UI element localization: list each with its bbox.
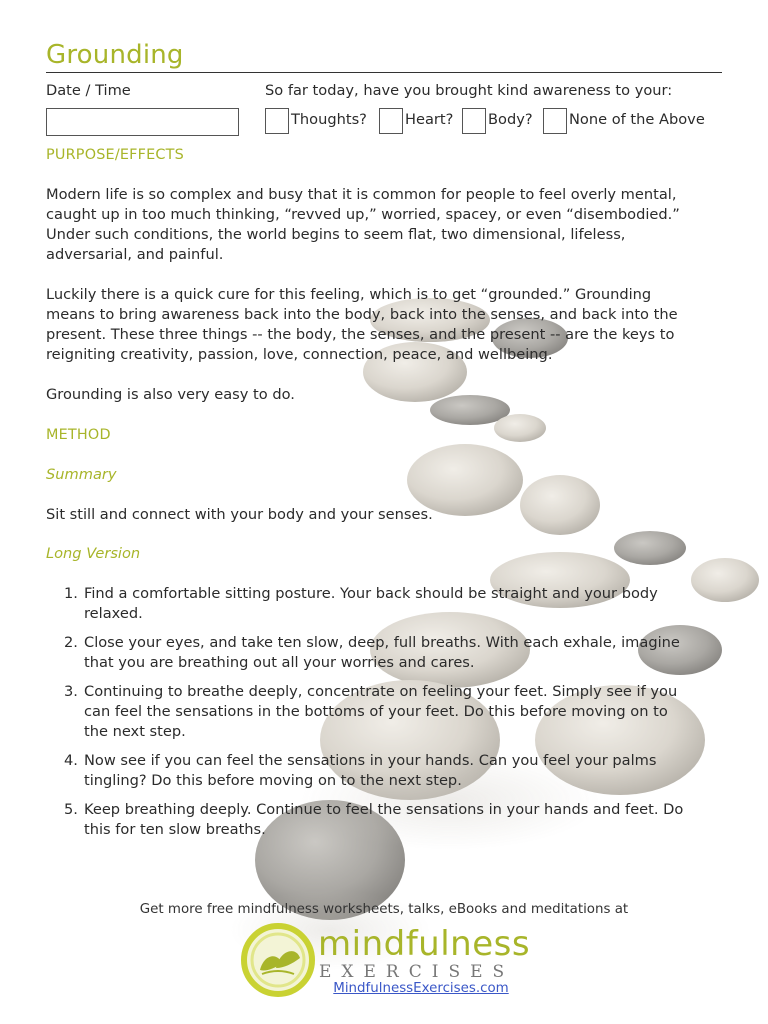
step-line: can feel the sensations in the bottoms of your feet. Do this before moving on to <box>84 703 668 720</box>
paragraph-line: reigniting creativity, passion, love, connection, peace, and wellbeing. <box>46 346 553 363</box>
paragraph-line: adversarial, and painful. <box>46 246 224 263</box>
purpose-paragraph-1 <box>46 185 722 265</box>
purpose-paragraph-2 <box>46 285 722 365</box>
step-line: Close your eyes, and take ten slow, deep, full breaths. With each exhale, imagine <box>84 634 680 651</box>
heart-label: Heart? <box>405 111 454 128</box>
step-text <box>84 751 734 791</box>
step-text <box>84 682 734 742</box>
summary-heading: Summary <box>46 466 117 483</box>
paragraph-line: Luckily there is a quick cure for this feeling, which is to get “grounded.” Grounding <box>46 286 652 303</box>
paragraph-line: Under such conditions, the world begins to seem flat, two dimensional, lifeless, <box>46 226 626 243</box>
step-line: tingling? Do this before moving on to the next step. <box>84 772 462 789</box>
step-number: 1. <box>64 585 78 602</box>
step-number: 5. <box>64 801 78 818</box>
step-text <box>84 800 734 840</box>
none-checkbox[interactable] <box>543 108 567 134</box>
step-number: 4. <box>64 752 78 769</box>
title-divider <box>46 72 722 73</box>
thoughts-checkbox[interactable] <box>265 108 289 134</box>
step-line: Find a comfortable sitting posture. Your back should be straight and your body <box>84 585 658 602</box>
website-link[interactable]: MindfulnessExercises.com <box>333 981 509 996</box>
paragraph-line: caught up in too much thinking, “revved up,” worried, spacey, or even “disembodied.” <box>46 206 680 223</box>
date-time-field[interactable] <box>46 108 239 136</box>
step-number: 2. <box>64 634 78 651</box>
step-text <box>84 584 734 624</box>
logo-subtitle: EXERCISES <box>319 962 515 982</box>
method-heading: METHOD <box>46 427 111 443</box>
body-label: Body? <box>488 111 533 128</box>
awareness-question: So far today, have you brought kind awareness to your: <box>265 82 673 99</box>
purpose-paragraph-3: Grounding is also very easy to do. <box>46 386 295 403</box>
logo-wordmark: mindfulness <box>318 924 531 964</box>
date-time-label: Date / Time <box>46 82 131 99</box>
step-line: that you are breathing out all your worries and cares. <box>84 654 475 671</box>
step-line: Keep breathing deeply. Continue to feel the sensations in your hands and feet. Do <box>84 801 684 818</box>
body-checkbox[interactable] <box>462 108 486 134</box>
step-line: relaxed. <box>84 605 143 622</box>
step-line: this for ten slow breaths. <box>84 821 266 838</box>
step-text <box>84 633 734 673</box>
footer-note: Get more free mindfulness worksheets, talks, eBooks and meditations at <box>139 902 629 917</box>
paragraph-line: present. These three things -- the body, the senses, and the present -- are the keys to <box>46 326 675 343</box>
step-line: the next step. <box>84 723 186 740</box>
step-line: Now see if you can feel the sensations in your hands. Can you feel your palms <box>84 752 657 769</box>
paragraph-line: means to bring awareness back into the body, back into the senses, and back into the <box>46 306 678 323</box>
paragraph-line: Modern life is so complex and busy that it is common for people to feel overly mental, <box>46 186 677 203</box>
heart-checkbox[interactable] <box>379 108 403 134</box>
purpose-heading: PURPOSE/EFFECTS <box>46 147 185 163</box>
thoughts-label: Thoughts? <box>291 111 367 128</box>
long-version-heading: Long Version <box>46 545 141 562</box>
step-line: Continuing to breathe deeply, concentrate on feeling your feet. Simply see if you <box>84 683 678 700</box>
step-number: 3. <box>64 683 78 700</box>
none-label: None of the Above <box>569 111 705 128</box>
summary-text: Sit still and connect with your body and your senses. <box>46 506 433 523</box>
page-title: Grounding <box>46 40 184 70</box>
